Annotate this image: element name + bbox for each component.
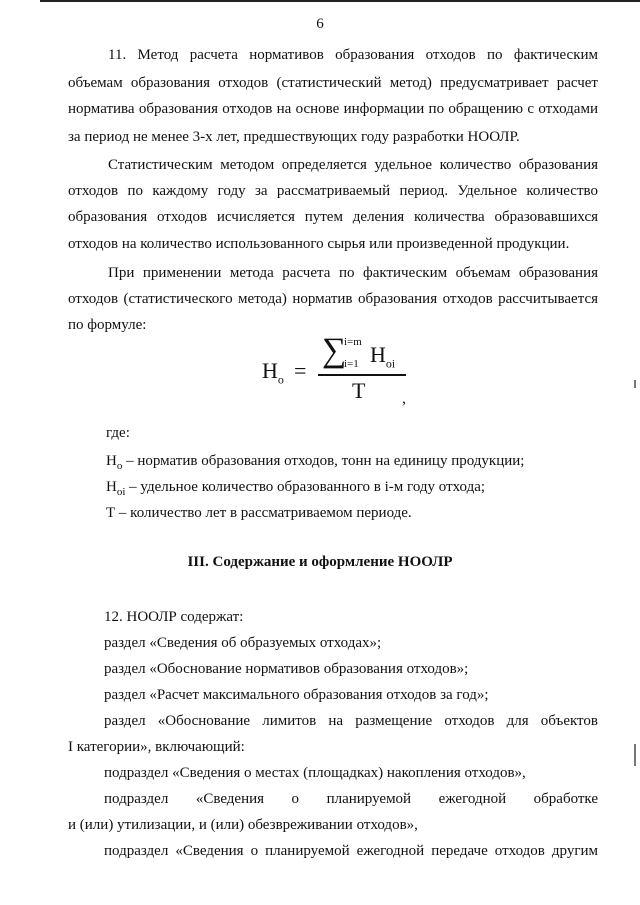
sum-upper-limit: i=m [344,336,362,348]
paragraph-formula-intro-line: по формуле: [68,317,147,333]
definition-line: $Н_{oi}$ – удельное количество образованного в i-м году отхода; [106,479,486,498]
paragraph-12-line: подраздел «Сведения о планируемой ежегодной обработке [104,791,598,807]
paragraph-formula-intro-line: отходов (статистического метода) норматив образования отходов рассчитывается [68,291,598,307]
formula-term: $Н_{oi}$ [370,342,396,371]
paragraph-11-line: норматива образования отходов на основе информации по обращению с отходами [68,101,598,117]
paragraph-12-line: 12. НООЛР содержат: [104,609,244,625]
formula [262,334,422,414]
definition-line: Т – количество лет в рассматриваемом периоде. [106,505,412,521]
paragraph-stat-line: отходов по каждому году за рассматриваемый период. Удельное количество [68,183,598,199]
paragraph-stat-line: отходов на количество использованного сырья или произведенной продукции. [68,236,570,252]
paragraph-stat-line: образования отходов исчисляется путем деления количества образовавшихся [68,209,598,225]
scan-edge-mark [634,380,636,388]
paragraph-12-line: раздел «Обоснование нормативов образования отходов»; [104,661,469,677]
paragraph-11-line: 11. Метод расчета нормативов образования отходов по фактическим [108,47,598,63]
paragraph-12-line: раздел «Обоснование лимитов на размещение отходов для объектов [104,713,598,729]
paragraph-12-line: подраздел «Сведения о планируемой ежегодной передаче отходов другим [104,843,598,859]
paragraph-12-line: подраздел «Сведения о местах (площадках) накопления отходов», [104,765,526,781]
paragraph-12-line: раздел «Сведения об образуемых отходах»; [104,635,382,651]
formula-equals: = [294,358,307,383]
paragraph-12-line: I категории», включающий: [68,739,245,755]
paragraph-11-line: объемам образования отходов (статистический метод) предусматривает расчет [68,75,598,91]
where-label: где: [106,425,130,441]
paragraph-formula-intro-line: При применении метода расчета по фактическим объемам образования [108,265,598,281]
page-number: 6 [316,16,324,32]
scan-edge-mark [634,744,636,766]
formula-lhs: $Н_о$ [262,358,284,387]
paragraph-12-line: раздел «Расчет максимального образования отходов за год»; [104,687,489,703]
paragraph-stat-line: Статистическим методом определяется удельное количество образования [108,157,598,173]
sum-lower-limit: i=1 [344,358,359,370]
fraction-bar [318,374,406,376]
sum-symbol: ∑ [322,332,347,369]
paragraph-11-line: за период не менее 3-х лет, предшествующих году разработки НООЛР. [68,129,520,145]
formula-comma: , [402,390,406,407]
scan-top-border [40,0,640,2]
section-heading: III. Содержание и оформление НООЛР [187,554,453,570]
paragraph-12-line: и (или) утилизации, и (или) обезвреживании отходов», [68,817,418,833]
formula-denominator: Т [352,378,366,403]
definition-line: $Н_о$ – норматив образования отходов, тонн на единицу продукции; [106,453,525,472]
